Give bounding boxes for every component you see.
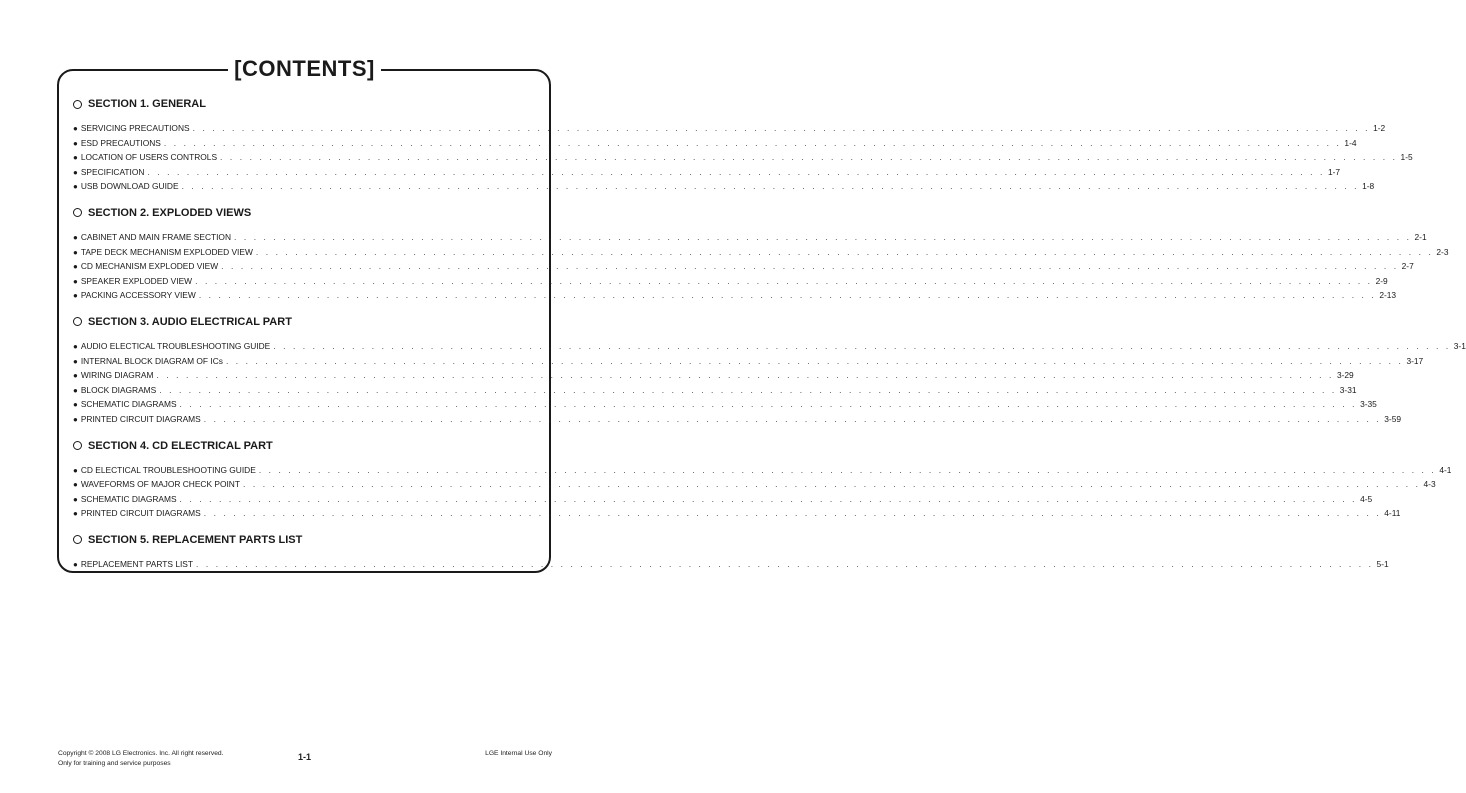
dot-leader: . . . . . . . . . . . . . . . . . . . . . . . . . . . . . . . . . . . . . . . . . . . . . . . . . . . . . . . . . . . . . . . . . . . . . . . . . . . . . . . . . . . . . . . . . . . . . . . . . . . . . . . . . . . . . . . . . . . . . . . . bbox=[156, 370, 1334, 381]
section-heading-text: SECTION 4. CD ELECTRICAL PART bbox=[88, 439, 273, 452]
bullet-dot-icon: ● bbox=[73, 124, 78, 133]
toc-entry bbox=[73, 230, 1427, 245]
toc-entry-label: WIRING DIAGRAM bbox=[80, 370, 154, 381]
dot-leader: . . . . . . . . . . . . . . . . . . . . . . . . . . . . . . . . . . . . . . . . . . . . . . . . . . . . . . . . . . . . . . . . . . . . . . . . . . . . . . . . . . . . . . . . . . . . . . . . . . . . . . . . . . . . . . . . . . . . . . . . bbox=[273, 340, 1451, 351]
bullet-dot-icon: ● bbox=[73, 509, 78, 519]
section-heading bbox=[73, 438, 532, 454]
bullet-dot-icon: ● bbox=[73, 262, 78, 272]
toc-section bbox=[73, 205, 1449, 303]
toc-entry-label: PRINTED CIRCUIT DIAGRAMS bbox=[80, 413, 201, 424]
toc-entry-label: SPECIFICATION bbox=[80, 166, 145, 177]
dot-leader: . . . . . . . . . . . . . . . . . . . . . . . . . . . . . . . . . . . . . . . . . . . . . . . . . . . . . . . . . . . . . . . . . . . . . . . . . . . . . . . . . . . . . . . . . . . . . . . . . . . . . . . . . . . . . . . . . . . . . . . . bbox=[196, 558, 1374, 569]
dot-leader: . . . . . . . . . . . . . . . . . . . . . . . . . . . . . . . . . . . . . . . . . . . . . . . . . . . . . . . . . . . . . . . . . . . . . . . . . . . . . . . . . . . . . . . . . . . . . . . . . . . . . . . . . . . . . . . . . . . . . . . . bbox=[195, 275, 1373, 286]
dot-leader: . . . . . . . . . . . . . . . . . . . . . . . . . . . . . . . . . . . . . . . . . . . . . . . . . . . . . . . . . . . . . . . . . . . . . . . . . . . . . . . . . . . . . . . . . . . . . . . . . . . . . . . . . . . . . . . . . . . . . . . . bbox=[203, 508, 1382, 519]
title-wrap bbox=[0, 56, 609, 82]
toc-entry bbox=[73, 121, 1386, 136]
bullet-dot-icon: ● bbox=[73, 371, 78, 381]
toc-entry-label: SPEAKER EXPLODED VIEW bbox=[80, 275, 193, 286]
toc-entry bbox=[73, 179, 1375, 194]
toc-entry-page: 3-31 bbox=[1339, 384, 1357, 395]
toc-entry-page: 4-3 bbox=[1423, 479, 1436, 490]
toc-entry-page: 3-29 bbox=[1336, 370, 1354, 381]
toc-entry-page: 4-5 bbox=[1360, 493, 1373, 504]
bullet-dot-icon: ● bbox=[73, 385, 78, 395]
dot-leader: . . . . . . . . . . . . . . . . . . . . . . . . . . . . . . . . . . . . . . . . . . . . . . . . . . . . . . . . . . . . . . . . . . . . . . . . . . . . . . . . . . . . . . . . . . . . . . . . . . . . . . . . . . . . . . . . . . . . . . . . bbox=[203, 413, 1382, 424]
dot-leader: . . . . . . . . . . . . . . . . . . . . . . . . . . . . . . . . . . . . . . . . . . . . . . . . . . . . . . . . . . . . . . . . . . . . . . . . . . . . . . . . . . . . . . . . . . . . . . . . . . . . . . . . . . . . . . . . . . . . . . . . bbox=[198, 290, 1377, 301]
toc-entry bbox=[73, 354, 1424, 369]
dot-leader: . . . . . . . . . . . . . . . . . . . . . . . . . . . . . . . . . . . . . . . . . . . . . . . . . . . . . . . . . . . . . . . . . . . . . . . . . . . . . . . . . . . . . . . . . . . . . . . . . . . . . . . . . . . . . . . . . . . . . . . . bbox=[221, 261, 1399, 272]
bullet-dot-icon: ● bbox=[73, 465, 78, 475]
dot-leader: . . . . . . . . . . . . . . . . . . . . . . . . . . . . . . . . . . . . . . . . . . . . . . . . . . . . . . . . . . . . . . . . . . . . . . . . . . . . . . . . . . . . . . . . . . . . . . . . . . . . . . . . . . . . . . . . . . . . . . . . bbox=[192, 123, 1371, 133]
toc-entry-label: CD MECHANISM EXPLODED VIEW bbox=[80, 261, 219, 272]
toc-entry bbox=[73, 339, 1466, 354]
toc-entry bbox=[73, 557, 1389, 572]
toc-entry-page: 3-17 bbox=[1406, 355, 1424, 366]
circle-bullet-icon bbox=[73, 441, 82, 450]
toc-entry bbox=[73, 136, 1357, 151]
toc-entry bbox=[73, 274, 1388, 289]
dot-leader: . . . . . . . . . . . . . . . . . . . . . . . . . . . . . . . . . . . . . . . . . . . . . . . . . . . . . . . . . . . . . . . . . . . . . . . . . . . . . . . . . . . . . . . . . . . . . . . . . . . . . . . . . . . . . . . . . . . . . . . . bbox=[258, 464, 1437, 475]
toc-entry-label: BLOCK DIAGRAMS bbox=[80, 384, 157, 395]
section-heading bbox=[73, 532, 532, 548]
bullet-dot-icon: ● bbox=[73, 559, 78, 569]
dot-leader: . . . . . . . . . . . . . . . . . . . . . . . . . . . . . . . . . . . . . . . . . . . . . . . . . . . . . . . . . . . . . . . . . . . . . . . . . . . . . . . . . . . . . . . . . . . . . . . . . . . . . . . . . . . . . . . . . . . . . . . . bbox=[179, 493, 1358, 504]
toc-entry bbox=[73, 412, 1402, 427]
toc-entry-label: REPLACEMENT PARTS LIST bbox=[80, 558, 194, 569]
bullet-dot-icon: ● bbox=[73, 167, 78, 177]
bullet-dot-icon: ● bbox=[73, 480, 78, 490]
dot-leader: . . . . . . . . . . . . . . . . . . . . . . . . . . . . . . . . . . . . . . . . . . . . . . . . . . . . . . . . . . . . . . . . . . . . . . . . . . . . . . . . . . . . . . . . . . . . . . . . . . . . . . . . . . . . . . . . . . . . . . . . bbox=[163, 137, 1342, 148]
toc-entry-label: ESD PRECAUTIONS bbox=[80, 137, 161, 148]
toc-entry bbox=[73, 259, 1414, 274]
section-heading-text: SECTION 3. AUDIO ELECTRICAL PART bbox=[88, 315, 292, 328]
toc-entry-label: INTERNAL BLOCK DIAGRAM OF ICs bbox=[80, 355, 223, 366]
dot-leader: . . . . . . . . . . . . . . . . . . . . . . . . . . . . . . . . . . . . . . . . . . . . . . . . . . . . . . . . . . . . . . . . . . . . . . . . . . . . . . . . . . . . . . . . . . . . . . . . . . . . . . . . . . . . . . . . . . . . . . . . bbox=[255, 246, 1434, 257]
bullet-dot-icon: ● bbox=[73, 356, 78, 366]
toc-entry-page: 3-1 bbox=[1453, 340, 1466, 351]
table-of-contents bbox=[73, 96, 1466, 582]
toc-entry-page: 2-13 bbox=[1379, 290, 1397, 301]
bullet-dot-icon: ● bbox=[73, 232, 78, 242]
toc-entry-label: SCHEMATIC DIAGRAMS bbox=[80, 493, 177, 504]
toc-entry bbox=[73, 492, 1373, 507]
circle-bullet-icon bbox=[73, 208, 82, 217]
dot-leader: . . . . . . . . . . . . . . . . . . . . . . . . . . . . . . . . . . . . . . . . . . . . . . . . . . . . . . . . . . . . . . . . . . . . . . . . . . . . . . . . . . . . . . . . . . . . . . . . . . . . . . . . . . . . . . . . . . . . . . . . bbox=[159, 384, 1337, 395]
toc-section bbox=[73, 438, 1452, 521]
toc-entry bbox=[73, 506, 1401, 521]
toc-entry-page: 1-7 bbox=[1327, 166, 1341, 177]
toc-entry-page: 2-7 bbox=[1401, 261, 1414, 272]
toc-entry-page: 2-9 bbox=[1375, 275, 1388, 286]
dot-leader: . . . . . . . . . . . . . . . . . . . . . . . . . . . . . . . . . . . . . . . . . . . . . . . . . . . . . . . . . . . . . . . . . . . . . . . . . . . . . . . . . . . . . . . . . . . . . . . . . . . . . . . . . . . . . . . . . . . . . . . . bbox=[181, 181, 1360, 192]
bullet-dot-icon: ● bbox=[73, 153, 78, 163]
toc-entry-page: 3-59 bbox=[1384, 413, 1402, 424]
bullet-dot-icon: ● bbox=[73, 247, 78, 257]
dot-leader: . . . . . . . . . . . . . . . . . . . . . . . . . . . . . . . . . . . . . . . . . . . . . . . . . . . . . . . . . . . . . . . . . . . . . . . . . . . . . . . . . . . . . . . . . . . . . . . . . . . . . . . . . . . . . . . . . . . . . . . . bbox=[242, 479, 1421, 490]
toc-entry bbox=[73, 463, 1452, 478]
toc-entry-label: CD ELECTICAL TROUBLESHOOTING GUIDE bbox=[80, 464, 256, 475]
toc-entry-page: 2-1 bbox=[1414, 231, 1427, 242]
copyright-text: Copyright © 2008 LG Electronics. Inc. All right reserved. bbox=[58, 750, 224, 757]
toc-entry-label: PACKING ACCESSORY VIEW bbox=[80, 290, 196, 301]
toc-entry bbox=[73, 383, 1357, 398]
toc-entry bbox=[73, 477, 1436, 492]
toc-entry-page: 4-11 bbox=[1384, 508, 1401, 519]
toc-entry-page: 1-2 bbox=[1373, 123, 1386, 133]
dot-leader: . . . . . . . . . . . . . . . . . . . . . . . . . . . . . . . . . . . . . . . . . . . . . . . . . . . . . . . . . . . . . . . . . . . . . . . . . . . . . . . . . . . . . . . . . . . . . . . . . . . . . . . . . . . . . . . . . . . . . . . . bbox=[225, 355, 1404, 366]
dot-leader: . . . . . . . . . . . . . . . . . . . . . . . . . . . . . . . . . . . . . . . . . . . . . . . . . . . . . . . . . . . . . . . . . . . . . . . . . . . . . . . . . . . . . . . . . . . . . . . . . . . . . . . . . . . . . . . . . . . . . . . . bbox=[234, 231, 1412, 242]
section-heading-text: SECTION 1. GENERAL bbox=[88, 98, 206, 110]
toc-entry bbox=[73, 288, 1397, 303]
section-heading bbox=[73, 205, 532, 221]
page-title: [CONTENTS] bbox=[228, 56, 381, 82]
bullet-dot-icon: ● bbox=[73, 291, 78, 301]
bullet-dot-icon: ● bbox=[73, 276, 78, 286]
toc-entry-label: CABINET AND MAIN FRAME SECTION bbox=[80, 231, 231, 242]
toc-entry-label: AUDIO ELECTICAL TROUBLESHOOTING GUIDE bbox=[80, 340, 271, 351]
toc-entry bbox=[73, 150, 1413, 165]
page-number: 1-1 bbox=[297, 752, 311, 762]
toc-entry-page: 1-8 bbox=[1362, 181, 1375, 192]
dot-leader: . . . . . . . . . . . . . . . . . . . . . . . . . . . . . . . . . . . . . . . . . . . . . . . . . . . . . . . . . . . . . . . . . . . . . . . . . . . . . . . . . . . . . . . . . . . . . . . . . . . . . . . . . . . . . . . . . . . . . . . . bbox=[179, 399, 1358, 410]
toc-entry-label: WAVEFORMS OF MAJOR CHECK POINT bbox=[80, 479, 240, 490]
section-heading bbox=[73, 314, 532, 330]
toc-entry-page: 1-5 bbox=[1400, 152, 1413, 163]
dot-leader: . . . . . . . . . . . . . . . . . . . . . . . . . . . . . . . . . . . . . . . . . . . . . . . . . . . . . . . . . . . . . . . . . . . . . . . . . . . . . . . . . . . . . . . . . . . . . . . . . . . . . . . . . . . . . . . . . . . . . . . . bbox=[220, 152, 1398, 163]
toc-entry bbox=[73, 397, 1377, 412]
bullet-dot-icon: ● bbox=[73, 138, 78, 148]
section-heading bbox=[73, 96, 532, 112]
toc-section bbox=[73, 314, 1466, 427]
toc-entry-label: SCHEMATIC DIAGRAMS bbox=[80, 399, 177, 410]
toc-section bbox=[73, 96, 1413, 194]
circle-bullet-icon bbox=[73, 535, 82, 544]
bullet-dot-icon: ● bbox=[73, 341, 78, 351]
toc-entry bbox=[73, 368, 1354, 383]
section-heading-text: SECTION 2. EXPLODED VIEWS bbox=[88, 206, 252, 219]
toc-section bbox=[73, 532, 1389, 572]
toc-entry-label: USB DOWNLOAD GUIDE bbox=[80, 181, 179, 192]
circle-bullet-icon bbox=[73, 100, 82, 109]
dot-leader: . . . . . . . . . . . . . . . . . . . . . . . . . . . . . . . . . . . . . . . . . . . . . . . . . . . . . . . . . . . . . . . . . . . . . . . . . . . . . . . . . . . . . . . . . . . . . . . . . . . . . . . . . . . . . . . . . . . . . . . . bbox=[147, 166, 1325, 177]
toc-entry-label: LOCATION OF USERS CONTROLS bbox=[80, 152, 218, 163]
toc-entry bbox=[73, 165, 1341, 180]
bullet-dot-icon: ● bbox=[73, 494, 78, 504]
bullet-dot-icon: ● bbox=[73, 182, 78, 192]
toc-entry-page: 3-35 bbox=[1360, 399, 1377, 410]
toc-entry bbox=[73, 245, 1449, 260]
toc-entry-label: PRINTED CIRCUIT DIAGRAMS bbox=[80, 508, 201, 519]
toc-entry-page: 5-1 bbox=[1376, 558, 1389, 569]
section-heading-text: SECTION 5. REPLACEMENT PARTS LIST bbox=[88, 533, 303, 546]
toc-entry-page: 2-3 bbox=[1436, 246, 1449, 257]
toc-entry-page: 1-4 bbox=[1344, 137, 1357, 148]
toc-entry-label: TAPE DECK MECHANISM EXPLODED VIEW bbox=[80, 246, 253, 257]
circle-bullet-icon bbox=[73, 317, 82, 326]
usage-note: Only for training and service purposes bbox=[58, 760, 171, 767]
toc-entry-label: SERVICING PRECAUTIONS bbox=[80, 123, 190, 133]
toc-entry-page: 4-1 bbox=[1439, 464, 1452, 475]
bullet-dot-icon: ● bbox=[73, 414, 78, 424]
internal-use-label: LGE Internal Use Only bbox=[485, 750, 552, 757]
bullet-dot-icon: ● bbox=[73, 400, 78, 410]
